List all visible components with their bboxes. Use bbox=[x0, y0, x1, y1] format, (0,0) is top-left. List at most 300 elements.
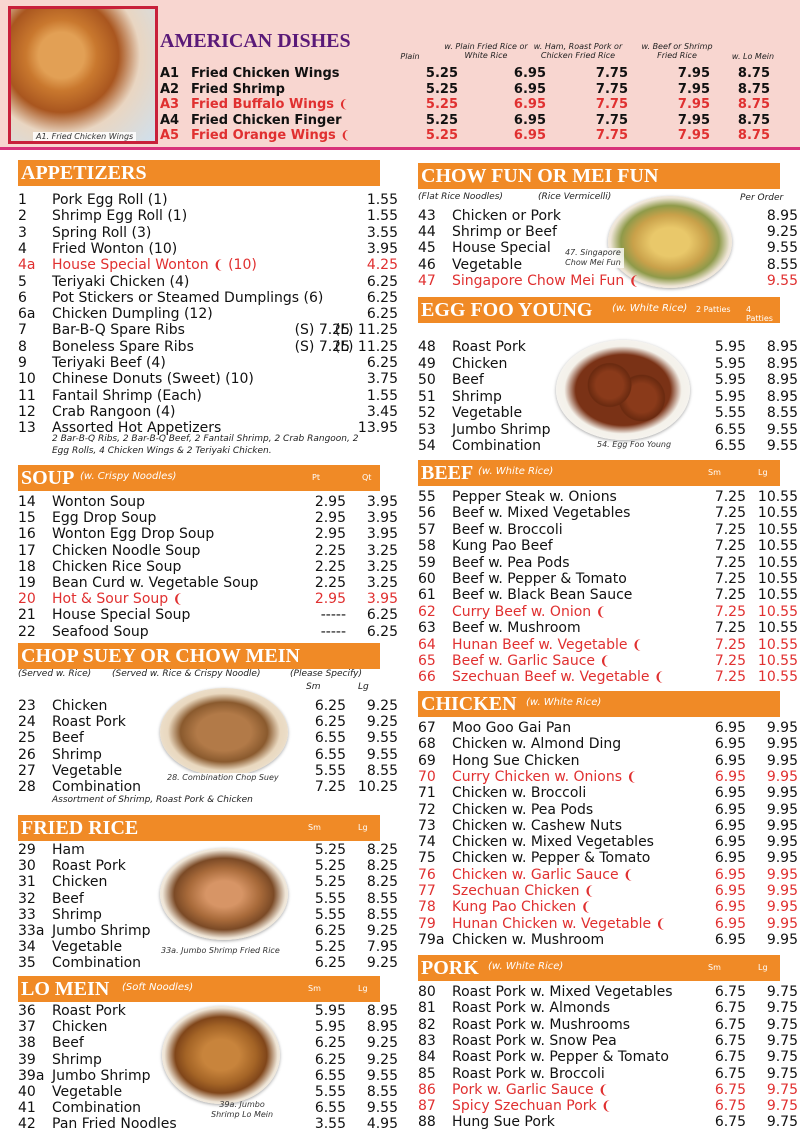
menu-item-row bbox=[418, 438, 798, 454]
section-header-chow-fun-or-mei-fun bbox=[418, 163, 780, 189]
item-name: Seafood Soup bbox=[52, 623, 149, 640]
item-name: House Special Wonton ❨ (10) bbox=[52, 257, 257, 274]
item-number: 24 bbox=[18, 714, 36, 731]
hot-pepper-icon: ❨ bbox=[623, 866, 634, 882]
col-header: Lg bbox=[358, 823, 368, 832]
item-name: Beef bbox=[452, 372, 484, 388]
menu-item-row bbox=[18, 240, 398, 257]
item-price-large: 9.25 bbox=[366, 698, 398, 714]
chop-suey-photo-caption: 28. Combination Chop Suey bbox=[164, 773, 282, 782]
item-price-large: 4.25 bbox=[366, 257, 398, 274]
item-number: 86 bbox=[418, 1081, 436, 1098]
menu-item-row bbox=[18, 955, 398, 972]
menu-item-row bbox=[418, 817, 798, 834]
photo-caption: A1. Fried Chicken Wings bbox=[33, 132, 136, 141]
item-name: Boneless Spare Ribs bbox=[52, 338, 194, 355]
item-number: 78 bbox=[418, 899, 436, 916]
col-header: Lg bbox=[358, 984, 368, 993]
item-number: 51 bbox=[418, 388, 436, 405]
menu-item-row bbox=[418, 224, 798, 241]
menu-item-row bbox=[418, 850, 798, 867]
item-name: Chicken w. Pepper & Tomato bbox=[452, 850, 651, 867]
item-number: 63 bbox=[418, 620, 436, 637]
item-number: 3 bbox=[18, 224, 27, 241]
item-name: Beef w. Broccoli bbox=[452, 521, 563, 538]
menu-item-row bbox=[18, 842, 398, 858]
item-price-small: 5.55 bbox=[314, 1084, 346, 1100]
item-number: 22 bbox=[18, 623, 36, 640]
item-name: Combination bbox=[452, 438, 542, 454]
item-price-large: 9.25 bbox=[766, 224, 798, 241]
col-header: Sm bbox=[308, 823, 321, 832]
item-name: Spicy Szechuan Pork ❨ bbox=[452, 1098, 612, 1115]
item-price-large: 9.55 bbox=[366, 1067, 398, 1084]
menu-item-row bbox=[18, 906, 398, 923]
item-number: 12 bbox=[18, 403, 36, 420]
menu-item-row bbox=[18, 494, 398, 510]
item-price-small: 7.25 bbox=[714, 554, 746, 571]
item-number: 46 bbox=[418, 256, 436, 273]
section-title: CHICKEN bbox=[421, 693, 517, 715]
item-price-small: 5.25 bbox=[314, 842, 346, 858]
menu-item-row bbox=[18, 591, 398, 608]
item-price: 8.75 bbox=[737, 97, 770, 112]
item-name: Roast Pork w. Pepper & Tomato bbox=[452, 1049, 669, 1066]
item-price-small: 5.25 bbox=[314, 939, 346, 956]
menu-item-row bbox=[418, 899, 798, 916]
item-number: 21 bbox=[18, 607, 36, 624]
item-number: 25 bbox=[18, 730, 36, 747]
item-price-large: 8.95 bbox=[366, 1003, 398, 1019]
section-header-appetizers bbox=[18, 160, 380, 186]
chop-suey-subline-specify: (Please Specify) bbox=[290, 669, 362, 679]
item-price-large: 8.25 bbox=[366, 874, 398, 891]
item-number: 59 bbox=[418, 554, 436, 571]
item-price-small: 7.25 bbox=[714, 587, 746, 604]
item-number: 6 bbox=[18, 289, 27, 306]
item-price-small: 6.75 bbox=[714, 1114, 746, 1131]
item-price: 6.95 bbox=[513, 112, 546, 128]
menu-item-row bbox=[18, 714, 398, 731]
item-price-large: 9.95 bbox=[766, 785, 798, 802]
hot-pepper-icon: ❨ bbox=[598, 1081, 609, 1097]
item-number: 4 bbox=[18, 240, 27, 257]
item-name: Kung Pao Chicken ❨ bbox=[452, 899, 592, 916]
item-number: 64 bbox=[418, 636, 436, 653]
item-number: 29 bbox=[18, 842, 36, 858]
item-number: A2 bbox=[160, 81, 180, 97]
item-price-large: 9.95 bbox=[766, 850, 798, 867]
item-name: Shrimp bbox=[52, 906, 102, 923]
item-price-large: 9.55 bbox=[766, 438, 798, 454]
item-number: 15 bbox=[18, 510, 36, 527]
item-price-small: 6.55 bbox=[314, 1067, 346, 1084]
menu-item-row bbox=[418, 984, 798, 1000]
menu-item-row bbox=[18, 575, 398, 591]
col-header: Sm bbox=[308, 984, 321, 993]
item-price: 8.75 bbox=[737, 66, 770, 81]
item-name: Spring Roll (3) bbox=[52, 224, 152, 241]
menu-item-row bbox=[418, 372, 798, 388]
item-price-large: 13.95 bbox=[357, 420, 398, 437]
item-price-large: 9.25 bbox=[366, 1051, 398, 1068]
item-price-large: 1.55 bbox=[366, 387, 398, 404]
item-number: 47 bbox=[418, 272, 436, 289]
section-title: BEEF bbox=[421, 462, 474, 484]
item-price-large: 3.95 bbox=[366, 494, 398, 510]
section-title: LO MEIN bbox=[21, 978, 110, 1000]
item-price-small: 6.95 bbox=[714, 850, 746, 867]
section-header-fried-rice bbox=[18, 815, 380, 841]
item-number: 42 bbox=[18, 1116, 36, 1133]
menu-item-row bbox=[418, 489, 798, 505]
item-price-large: 10.55 bbox=[757, 505, 798, 522]
hot-pepper-icon: ❨ bbox=[626, 768, 638, 784]
item-price-large: 9.95 bbox=[766, 720, 798, 736]
item-price-large: 9.75 bbox=[766, 1081, 798, 1098]
item-name: Chicken w. Mixed Vegetables bbox=[452, 834, 654, 851]
item-price-large: 9.75 bbox=[766, 984, 798, 1000]
item-name: Beef w. Pea Pods bbox=[452, 554, 570, 571]
item-name: Bar-B-Q Spare Ribs bbox=[52, 322, 185, 339]
col-header-plain: Plain bbox=[400, 52, 420, 61]
item-price-small: 6.25 bbox=[314, 955, 346, 972]
item-number: 38 bbox=[18, 1035, 36, 1052]
item-name: Moo Goo Gai Pan bbox=[452, 720, 572, 736]
hot-pepper-icon: ❨ bbox=[583, 883, 595, 898]
item-number: 7 bbox=[18, 322, 27, 339]
item-name: Kung Pao Beef bbox=[452, 538, 553, 555]
menu-item-row bbox=[18, 510, 398, 527]
item-price-large: 6.25 bbox=[366, 623, 398, 640]
item-name: Fried Shrimp bbox=[191, 81, 285, 97]
item-price: 7.75 bbox=[595, 66, 628, 81]
item-price-small: 5.55 bbox=[714, 405, 746, 421]
item-number: A5 bbox=[160, 128, 180, 143]
item-price: 6.95 bbox=[513, 128, 546, 143]
menu-item-row bbox=[418, 240, 798, 257]
item-price-small: 7.25 bbox=[714, 620, 746, 637]
item-price: 7.75 bbox=[595, 81, 628, 97]
item-price-small: 6.25 bbox=[314, 698, 346, 714]
menu-item-row bbox=[18, 890, 398, 907]
item-price: 5.25 bbox=[425, 81, 458, 97]
item-price-small: 6.95 bbox=[714, 915, 746, 932]
item-name: Pork Egg Roll (1) bbox=[52, 192, 168, 208]
item-name: Combination bbox=[52, 955, 142, 972]
item-price-small: 6.75 bbox=[714, 1000, 746, 1017]
item-price-small: 6.95 bbox=[714, 801, 746, 818]
hot-pepper-icon: ❨ bbox=[338, 97, 349, 111]
item-number: 65 bbox=[418, 653, 436, 669]
item-number: 19 bbox=[18, 575, 36, 591]
american-dishes-title: AMERICAN DISHES bbox=[160, 30, 351, 52]
item-price: 7.95 bbox=[677, 81, 710, 97]
menu-item-row bbox=[18, 858, 398, 875]
item-number: 34 bbox=[18, 939, 36, 956]
item-name: Jumbo Shrimp bbox=[52, 923, 151, 939]
menu-item-row bbox=[418, 421, 798, 438]
menu-item-row bbox=[418, 1016, 798, 1033]
col-header: Sm bbox=[708, 468, 721, 477]
menu-item-row bbox=[18, 192, 398, 208]
item-price-small: 6.55 bbox=[714, 438, 746, 454]
item-name: Bean Curd w. Vegetable Soup bbox=[52, 575, 259, 591]
item-price-large: 10.55 bbox=[757, 603, 798, 620]
col-header: Qt bbox=[362, 473, 372, 482]
item-number: 43 bbox=[418, 208, 436, 224]
hot-pepper-icon: ❨ bbox=[172, 591, 184, 607]
item-name: Beef bbox=[52, 890, 84, 907]
menu-item-row bbox=[18, 558, 398, 575]
menu-item-row bbox=[418, 883, 798, 899]
menu-item-row bbox=[418, 931, 798, 948]
item-price-small: 6.95 bbox=[714, 817, 746, 834]
menu-item-row bbox=[418, 1049, 798, 1066]
item-price-small: 6.95 bbox=[714, 931, 746, 948]
menu-item-row bbox=[18, 939, 398, 956]
item-name: Pork w. Garlic Sauce ❨ bbox=[452, 1081, 609, 1098]
american-item-row bbox=[160, 82, 770, 97]
menu-item-row bbox=[418, 736, 798, 753]
item-price-large: 8.95 bbox=[766, 355, 798, 372]
item-name: Vegetable bbox=[452, 256, 523, 273]
item-name: Teriyaki Chicken (4) bbox=[52, 273, 190, 290]
item-name: Roast Pork bbox=[52, 1003, 126, 1019]
section-title: EGG FOO YOUNG bbox=[421, 299, 593, 321]
hot-pepper-icon: ❨ bbox=[599, 653, 611, 668]
item-number: 10 bbox=[18, 371, 36, 388]
item-price-large: 3.75 bbox=[366, 371, 398, 388]
item-number: 27 bbox=[18, 762, 36, 779]
item-name: Fried Buffalo Wings ❨ bbox=[191, 97, 349, 112]
item-price-large: 3.95 bbox=[366, 591, 398, 608]
item-name: Roast Pork w. Broccoli bbox=[452, 1065, 605, 1082]
item-price-large: (L) 11.25 bbox=[334, 338, 398, 355]
item-number: 48 bbox=[418, 339, 436, 355]
menu-item-row bbox=[18, 1003, 398, 1019]
item-price-small: 7.25 bbox=[714, 571, 746, 587]
menu-item-row bbox=[418, 538, 798, 555]
item-price-small: 5.25 bbox=[314, 874, 346, 891]
col-header: 2 Patties bbox=[696, 305, 731, 314]
item-price-small: 7.25 bbox=[714, 669, 746, 686]
item-price-large: 9.95 bbox=[766, 817, 798, 834]
item-price-small: 5.55 bbox=[314, 890, 346, 907]
item-price-small: 6.95 bbox=[714, 899, 746, 916]
item-price-small: 7.25 bbox=[714, 636, 746, 653]
item-price: 6.95 bbox=[513, 97, 546, 112]
item-number: 28 bbox=[18, 779, 36, 795]
item-price: 8.75 bbox=[737, 81, 770, 97]
item-price-large: 9.95 bbox=[766, 931, 798, 948]
menu-item-row bbox=[418, 388, 798, 405]
item-price-large: 9.75 bbox=[766, 1098, 798, 1115]
item-price-large: 8.55 bbox=[366, 890, 398, 907]
item-name: Pepper Steak w. Onions bbox=[452, 489, 617, 505]
item-name: Chicken w. Pea Pods bbox=[452, 801, 594, 818]
item-number: 45 bbox=[418, 240, 436, 257]
chop-suey-subline-rice: (Served w. Rice) bbox=[18, 669, 92, 679]
item-name: Vegetable bbox=[52, 762, 123, 779]
item-name: Fried Chicken Finger bbox=[191, 112, 342, 128]
item-number: 33 bbox=[18, 906, 36, 923]
item-name: House Special bbox=[452, 240, 551, 257]
item-number: 58 bbox=[418, 538, 436, 555]
item-number: 37 bbox=[18, 1019, 36, 1036]
col-header: Pt bbox=[312, 473, 320, 482]
item-price-large: 9.75 bbox=[766, 1114, 798, 1131]
item-name: Beef bbox=[52, 730, 84, 747]
item-price-large: 8.55 bbox=[766, 256, 798, 273]
section-subtitle: (Soft Noodles) bbox=[122, 982, 194, 993]
item-name: Chicken Dumpling (12) bbox=[52, 306, 213, 323]
item-price-small: 2.95 bbox=[314, 526, 346, 543]
hot-pepper-icon: ❨ bbox=[655, 915, 667, 931]
menu-item-row bbox=[18, 371, 398, 388]
item-price-large: 9.55 bbox=[366, 746, 398, 763]
item-number: 16 bbox=[18, 526, 36, 543]
menu-item-row bbox=[418, 866, 798, 883]
combination-note: Assortment of Shrimp, Roast Pork & Chicken bbox=[52, 795, 253, 805]
menu-item-row bbox=[418, 1000, 798, 1017]
item-price: 7.95 bbox=[677, 97, 710, 112]
item-number: 35 bbox=[18, 955, 36, 972]
menu-item-row bbox=[18, 322, 398, 339]
item-name: Hung Sue Pork bbox=[452, 1114, 555, 1131]
item-number: 49 bbox=[418, 355, 436, 372]
hot-pepper-icon: ❨ bbox=[628, 272, 640, 288]
menu-item-row bbox=[18, 355, 398, 371]
col-header-lg: Lg bbox=[358, 682, 369, 692]
menu-item-row bbox=[18, 779, 398, 795]
item-price-large: 1.55 bbox=[366, 192, 398, 208]
item-number: 41 bbox=[18, 1100, 36, 1117]
item-price: 7.95 bbox=[677, 66, 710, 81]
item-price-large: 9.55 bbox=[766, 421, 798, 438]
item-number: 67 bbox=[418, 720, 436, 736]
american-dishes-panel bbox=[0, 0, 800, 150]
item-price-small: (S) 7.25 bbox=[294, 338, 350, 355]
menu-item-row bbox=[18, 273, 398, 290]
menu-item-row bbox=[18, 698, 398, 714]
item-price-large: 9.95 bbox=[766, 834, 798, 851]
menu-item-row bbox=[418, 355, 798, 372]
item-price-large: 8.95 bbox=[766, 372, 798, 388]
item-price-large: 9.75 bbox=[766, 1032, 798, 1049]
item-price-small: 2.95 bbox=[314, 494, 346, 510]
item-price-small: 6.95 bbox=[714, 834, 746, 851]
item-price-small: 6.75 bbox=[714, 1016, 746, 1033]
item-price-small: 2.25 bbox=[314, 575, 346, 591]
item-name: Szechuan Beef w. Vegetable ❨ bbox=[452, 669, 665, 686]
col-header-per-order: Per Order bbox=[740, 193, 784, 203]
item-price-large: 10.55 bbox=[757, 521, 798, 538]
item-name: Roast Pork w. Snow Pea bbox=[452, 1032, 617, 1049]
hot-pepper-icon: ❨ bbox=[601, 1098, 612, 1114]
menu-item-row bbox=[18, 1035, 398, 1052]
item-price-large: 10.55 bbox=[757, 669, 798, 686]
menu-item-row bbox=[418, 587, 798, 604]
item-number: 87 bbox=[418, 1098, 436, 1115]
item-price-large: 9.55 bbox=[366, 1100, 398, 1117]
menu-item-row bbox=[418, 669, 798, 686]
menu-item-row bbox=[418, 801, 798, 818]
item-name: Chicken bbox=[52, 698, 108, 714]
hot-pepper-icon: ❨ bbox=[213, 257, 224, 273]
item-price-large: 9.95 bbox=[766, 866, 798, 883]
item-name: Crab Rangoon (4) bbox=[52, 403, 176, 420]
section-title: PORK bbox=[421, 957, 479, 979]
item-price-large: 8.25 bbox=[366, 842, 398, 858]
item-name: Shrimp bbox=[52, 1051, 102, 1068]
item-name: Hong Sue Chicken bbox=[452, 752, 580, 769]
item-name: Fried Orange Wings ❨ bbox=[191, 128, 351, 143]
item-name: Chicken or Pork bbox=[452, 208, 561, 224]
item-number: 14 bbox=[18, 494, 36, 510]
item-price-large: 8.55 bbox=[766, 405, 798, 421]
item-price: 5.25 bbox=[425, 128, 458, 143]
item-price-large: 9.75 bbox=[766, 1000, 798, 1017]
item-price-large: 10.25 bbox=[357, 779, 398, 795]
col-header-fried-rice: w. Plain Fried Rice or White Rice bbox=[444, 42, 528, 60]
item-name: Curry Chicken w. Onions ❨ bbox=[452, 768, 638, 785]
mei-fun-photo-caption: 47. Singapore Chow Mei Fun bbox=[562, 248, 624, 268]
item-number: 52 bbox=[418, 405, 436, 421]
menu-item-row bbox=[418, 720, 798, 736]
menu-item-row bbox=[418, 272, 798, 289]
section-subtitle: (w. White Rice) bbox=[526, 697, 602, 708]
menu-item-row bbox=[418, 834, 798, 851]
item-name: Chicken w. Garlic Sauce ❨ bbox=[452, 866, 634, 883]
item-price-large: 10.55 bbox=[757, 653, 798, 669]
item-name: Ham bbox=[52, 842, 85, 858]
section-header-pork bbox=[418, 955, 780, 981]
item-number: 82 bbox=[418, 1016, 436, 1033]
item-name: Curry Beef w. Onion ❨ bbox=[452, 603, 607, 620]
item-price-small: 2.25 bbox=[314, 558, 346, 575]
item-price-small: 6.95 bbox=[714, 785, 746, 802]
hot-pepper-icon: ❨ bbox=[595, 603, 607, 619]
item-price-large: 8.55 bbox=[366, 1084, 398, 1100]
item-price-large: 9.95 bbox=[766, 899, 798, 916]
menu-item-row bbox=[18, 1100, 398, 1117]
item-name: Combination bbox=[52, 779, 142, 795]
item-name: Beef w. Garlic Sauce ❨ bbox=[452, 653, 611, 669]
item-price-small: 6.55 bbox=[314, 746, 346, 763]
item-price-large: 3.95 bbox=[366, 526, 398, 543]
section-title: CHOP SUEY OR CHOW MEIN bbox=[21, 645, 300, 667]
item-number: 85 bbox=[418, 1065, 436, 1082]
section-header-chop-suey-or-chow-mein bbox=[18, 643, 380, 669]
item-number: 44 bbox=[418, 224, 436, 241]
item-price-small: 6.25 bbox=[314, 714, 346, 731]
item-name: Chicken w. Cashew Nuts bbox=[452, 817, 623, 834]
item-name: Chicken bbox=[452, 355, 508, 372]
item-name: Hunan Chicken w. Vegetable ❨ bbox=[452, 915, 667, 932]
item-number: 71 bbox=[418, 785, 436, 802]
item-number: A3 bbox=[160, 97, 180, 112]
menu-item-row bbox=[418, 1081, 798, 1098]
menu-item-row bbox=[418, 915, 798, 932]
item-price-large: (L) 11.25 bbox=[334, 322, 398, 339]
menu-item-row bbox=[418, 768, 798, 785]
menu-item-row bbox=[18, 289, 398, 306]
item-number: 54 bbox=[418, 438, 436, 454]
menu-item-row bbox=[18, 338, 398, 355]
hot-pepper-icon: ❨ bbox=[580, 899, 592, 915]
item-name: Combination bbox=[52, 1100, 142, 1117]
